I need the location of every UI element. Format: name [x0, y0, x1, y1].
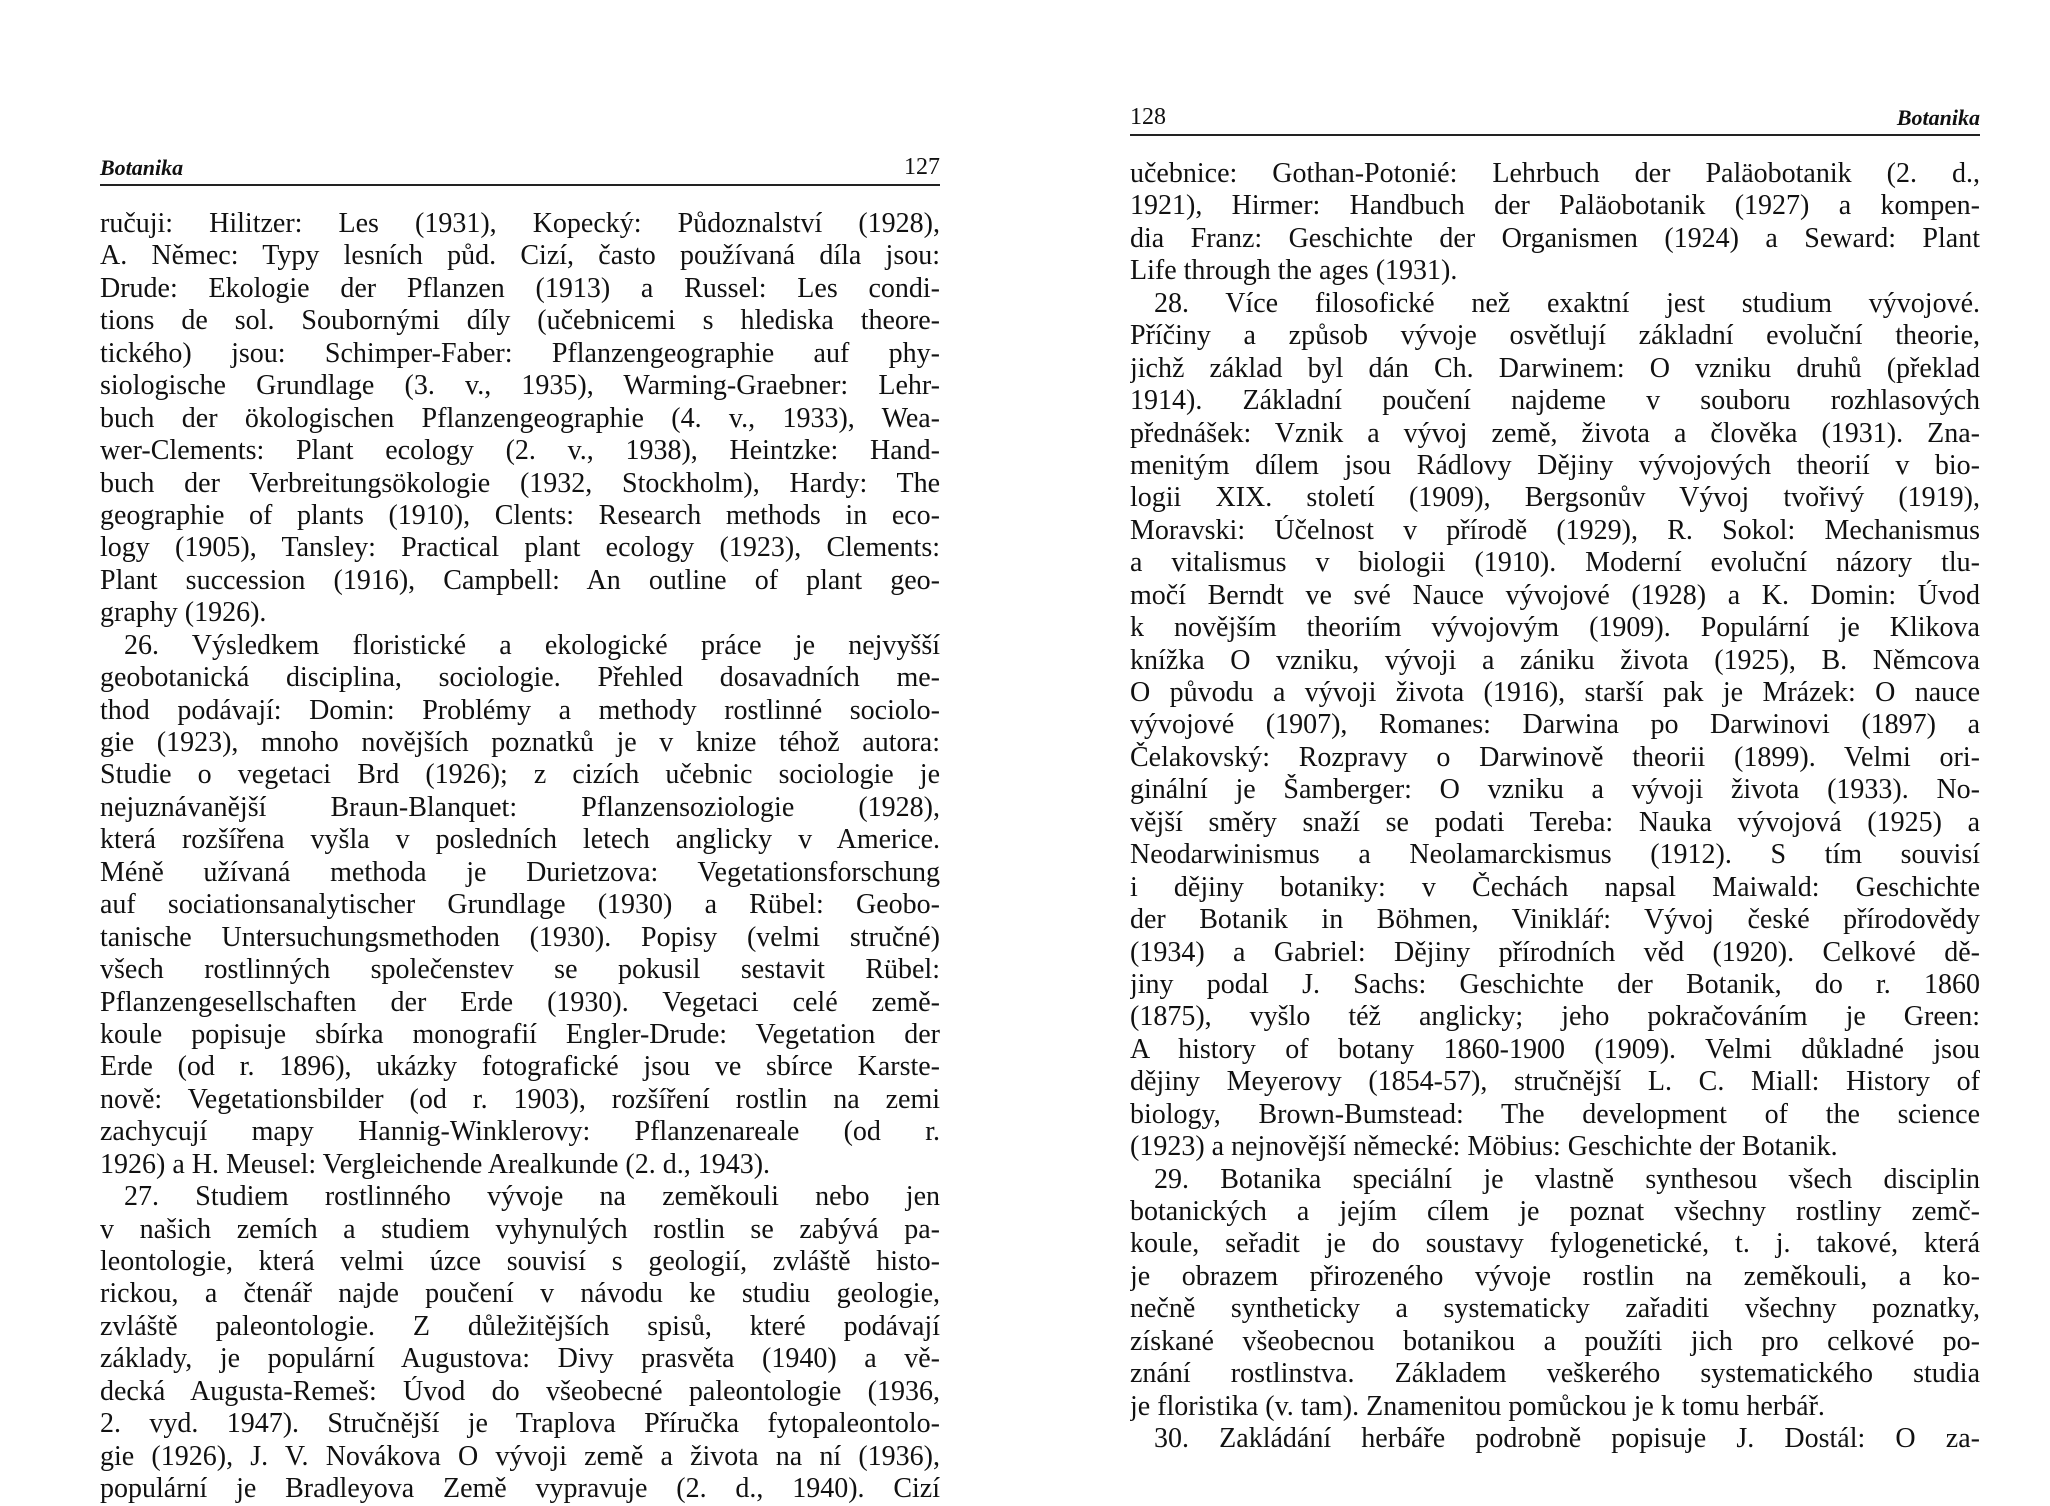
page-body — [100, 208, 940, 1506]
text-line: 30. Zakládání herbáře podrobně popisuje J. Dostál: O za- — [1154, 1423, 1980, 1455]
text-line: zachycují mapy Hannig-Winklerovy: Pflanzenareale (od r. — [100, 1116, 940, 1148]
text-line: Čelakovský: Rozpravy o Darwinově theorii (1899). Velmi ori- — [1130, 741, 1980, 773]
text-line: Příčiny a způsob vývoje osvětlují základní evoluční theorie, — [1130, 320, 1980, 352]
text-line: Erde (od r. 1896), ukázky fotografické jsou ve sbírce Karste- — [100, 1051, 940, 1083]
text-line: O původu a vývoji života (1916), starší pak je Mrázek: O nauce — [1130, 677, 1980, 708]
text-line: získané všeobecnou botanikou a použíti jich pro celkové po- — [1130, 1325, 1980, 1357]
text-line: (1934) a Gabriel: Dějiny přírodních věd (1920). Celkové dě- — [1130, 936, 1980, 968]
text-line: graphy (1926). — [100, 597, 267, 629]
text-line: koule, seřadit je do soustavy fylogenetické, t. j. takové, která — [1130, 1228, 1980, 1260]
running-title: Botanika — [100, 155, 184, 180]
text-line: 1921), Hirmer: Handbuch der Paläobotanik (1927) a kompen- — [1130, 190, 1980, 222]
text-line: učebnice: Gothan-Potonié: Lehrbuch der Paläobotanik (2. d., — [1130, 158, 1980, 189]
left-page — [100, 150, 940, 1506]
page-header — [100, 150, 940, 186]
text-line: Pflanzengesellschaften der Erde (1930). Vegetaci celé země- — [100, 986, 940, 1018]
text-line: všech rostlinných společenstev se pokusil sestavit Rübel: — [100, 954, 940, 986]
text-line: dia Franz: Geschichte der Organismen (1924) a Seward: Plant — [1130, 222, 1980, 254]
text-line: která rozšířena vyšla v posledních letech anglicky v Americe. — [100, 824, 940, 856]
text-line: logii XIX. století (1909), Bergsonův Vývoj tvořivý (1919), — [1130, 482, 1980, 514]
text-line: geographie of plants (1910), Clents: Research methods in eco- — [100, 499, 940, 531]
text-line: 28. Více filosofické než exaktní jest studium vývojové. — [1154, 287, 1980, 319]
text-line: leontologie, která velmi úzce souvisí s geologií, zvláště histo- — [100, 1246, 940, 1277]
page-body — [1130, 158, 1980, 1456]
text-line: dějiny Meyerovy (1854-57), stručnější L. C. Miall: History of — [1130, 1066, 1980, 1098]
page-number: 128 — [1130, 104, 1166, 130]
text-line: der Botanik in Böhmen, Vinikláŕ: Vývoj české přírodovědy — [1130, 904, 1980, 936]
text-line: buch der ökologischen Pflanzengeographie (4. v., 1933), Wea- — [100, 402, 940, 434]
text-line: rickou, a čtenář najde poučení v návodu ke studiu geologie, — [100, 1278, 940, 1310]
text-line: základy, je populární Augustova: Divy prasvěta (1940) a vě- — [100, 1343, 940, 1375]
text-line: přednášek: Vznik a vývoj země, života a člověka (1931). Zna- — [1130, 417, 1980, 449]
text-line: jiny podal J. Sachs: Geschichte der Botanik, do r. 1860 — [1130, 968, 1980, 1000]
text-line: nejuznávanější Braun-Blanquet: Pflanzensoziologie (1928), — [100, 791, 940, 823]
text-line: (1923) a nejnovější německé: Möbius: Geschichte der Botanik. — [1130, 1131, 1838, 1163]
text-line: siologische Grundlage (3. v., 1935), Warming-Graebner: Lehr- — [100, 370, 940, 402]
text-line: jichž základ byl dán Ch. Darwinem: O vzniku druhů (překlad — [1130, 352, 1980, 384]
text-line: Neodarwinismus a Neolamarckismus (1912). S tím souvisí — [1130, 839, 1980, 871]
text-line: gie (1923), mnoho novějších poznatků je v knize téhož autora: — [100, 727, 940, 758]
text-line: ručuji: Hilitzer: Les (1931), Kopecký: Půdoznalství (1928), — [100, 208, 940, 239]
text-line: Méně užívaná methoda je Durietzova: Vegetationsforschung — [100, 856, 940, 888]
text-line: buch der Verbreitungsökologie (1932, Stockholm), Hardy: The — [100, 467, 940, 499]
right-page — [1130, 100, 1980, 1456]
text-line: auf sociationsanalytischer Grundlage (1930) a Rübel: Geobo- — [100, 889, 940, 921]
text-line: Plant succession (1916), Campbell: An outline of plant geo- — [100, 564, 940, 596]
text-line: gie (1926), J. V. Novákova O vývoji země a života na ní (1936), — [100, 1440, 940, 1472]
text-line: A history of botany 1860-1900 (1909). Velmi důkladné jsou — [1130, 1033, 1980, 1065]
text-line: i dějiny botaniky: v Čechách napsal Maiwald: Geschichte — [1130, 871, 1980, 903]
text-line: 27. Studiem rostlinného vývoje na zeměkouli nebo jen — [124, 1181, 940, 1213]
page-header — [1130, 100, 1980, 136]
text-line: nově: Vegetationsbilder (od r. 1903), rozšíření rostlin na zemi — [100, 1083, 940, 1115]
text-line: Moravski: Účelnost v přírodě (1929), R. Sokol: Mechanismus — [1130, 514, 1980, 546]
text-line: 26. Výsledkem floristické a ekologické práce je nejvyšší — [124, 629, 940, 661]
text-line: menitým dílem jsou Rádlovy Dějiny vývojových theorií v bio- — [1130, 449, 1980, 481]
text-line: populární je Bradleyova Země vypravuje (2. d., 1940). Cizí — [100, 1473, 940, 1505]
text-line: 29. Botanika speciální je vlastně synthesou všech disciplin — [1154, 1163, 1980, 1195]
text-line: močí Berndt ve své Nauce vývojové (1928) a K. Domin: Úvod — [1130, 579, 1980, 611]
text-line: decká Augusta-Remeš: Úvod do všeobecné paleontologie (1936, — [100, 1375, 940, 1407]
text-line: ginální je Šamberger: O vzniku a vývoji života (1933). No- — [1130, 774, 1980, 806]
running-title: Botanika — [1896, 105, 1980, 130]
text-line: je floristika (v. tam). Znamenitou pomůckou je k tomu herbář. — [1130, 1390, 1825, 1422]
text-line: a vitalismus v biologii (1910). Moderní evoluční názory tlu- — [1130, 547, 1980, 579]
text-line: botanických a jejím cílem je poznat všechny rostliny zemč- — [1130, 1196, 1980, 1227]
text-line: (1875), vyšlo též anglicky; jeho pokračováním je Green: — [1130, 1001, 1980, 1033]
text-line: znání rostlinstva. Základem veškerého systematického studia — [1130, 1358, 1980, 1390]
text-line: vývojové (1907), Romanes: Darwina po Darwinovi (1897) a — [1130, 709, 1980, 741]
text-line: wer-Clements: Plant ecology (2. v., 1938), Heintzke: Hand- — [100, 435, 940, 467]
text-line: vější směry snaží se podati Tereba: Nauka vývojová (1925) a — [1130, 806, 1980, 838]
text-line: zvláště paleontologie. Z důležitějších spisů, které podávají — [100, 1310, 940, 1342]
text-line: 2. vyd. 1947). Stručnější je Traplova Příručka fytopaleontolo- — [100, 1408, 940, 1440]
text-line: v našich zemích a studiem vyhynulých rostlin se zabývá pa- — [100, 1213, 940, 1245]
text-line: nečně syntheticky a systematicky zařaditi všechny poznatky, — [1130, 1293, 1980, 1325]
text-line: logy (1905), Tansley: Practical plant ecology (1923), Clements: — [100, 532, 940, 564]
text-line: tanische Untersuchungsmethoden (1930). Popisy (velmi stručné) — [100, 921, 940, 953]
text-line: Drude: Ekologie der Pflanzen (1913) a Russel: Les condi- — [100, 272, 940, 304]
page-number: 127 — [904, 154, 940, 180]
text-line: A. Němec: Typy lesních půd. Cizí, často používaná díla jsou: — [100, 240, 940, 272]
text-line: Studie o vegetaci Brd (1926); z cizích učebnic sociologie je — [100, 759, 940, 791]
text-line: je obrazem přirozeného vývoje rostlin na zeměkouli, a ko- — [1130, 1260, 1980, 1292]
text-line: geobotanická disciplina, sociologie. Přehled dosavadních me- — [100, 662, 940, 694]
text-line: koule popisuje sbírka monografií Engler-Drude: Vegetation der — [100, 1018, 940, 1050]
text-line: thod podávají: Domin: Problémy a methody rostlinné sociolo- — [100, 694, 940, 726]
text-line: tions de sol. Soubornými díly (učebnicemi s hlediska theore- — [100, 305, 940, 337]
text-line: knížka O vzniku, vývoji a zániku života (1925), B. Němcova — [1130, 644, 1980, 676]
text-line: biology, Brown-Bumstead: The development of the science — [1130, 1098, 1980, 1130]
text-line: 1914). Základní poučení najdeme v souboru rozhlasových — [1130, 385, 1980, 417]
text-line: Life through the ages (1931). — [1130, 255, 1458, 287]
text-line: k novějším theoriím vývojovým (1909). Populární je Klikova — [1130, 612, 1980, 644]
text-line: 1926) a H. Meusel: Vergleichende Arealkunde (2. d., 1943). — [100, 1148, 771, 1180]
text-line: tického) jsou: Schimper-Faber: Pflanzengeographie auf phy- — [100, 337, 940, 369]
